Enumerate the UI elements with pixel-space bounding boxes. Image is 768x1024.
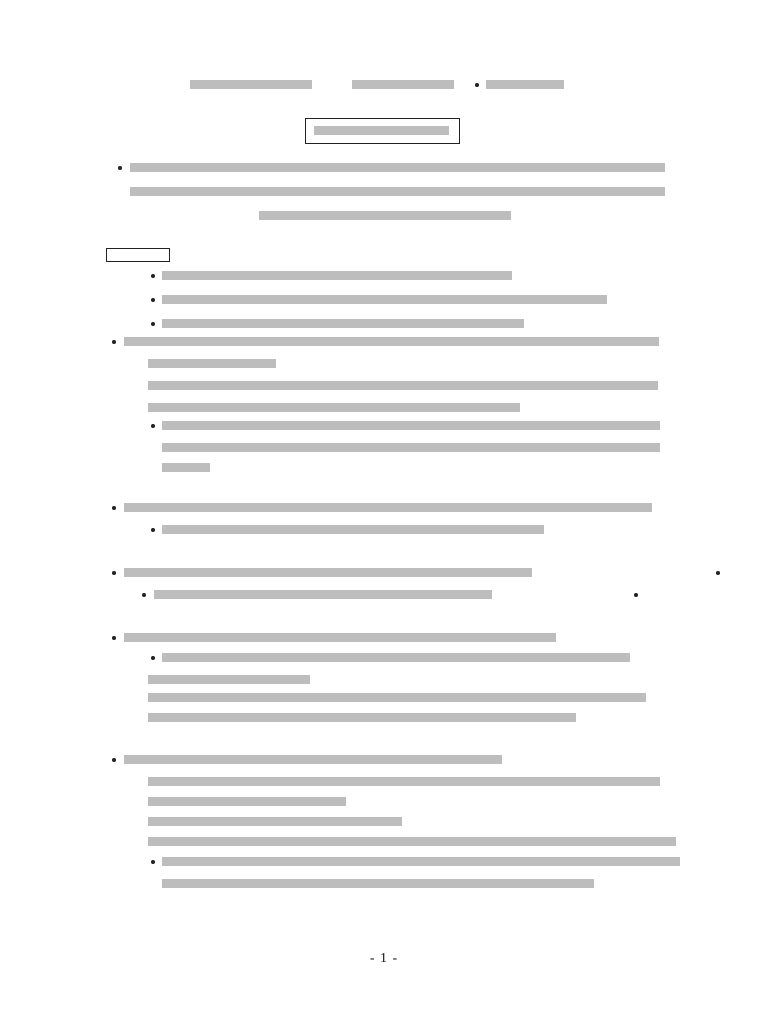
- bullet-dot: [142, 593, 146, 597]
- bullet-dot: [112, 571, 116, 575]
- text-line: [148, 359, 276, 368]
- text-line: [130, 187, 665, 196]
- bullet-dot: [151, 322, 155, 326]
- bullet-dot: [112, 340, 116, 344]
- text-line: [130, 163, 665, 172]
- header-separator-dot: [475, 83, 479, 87]
- text-line: [162, 319, 524, 328]
- boxed-subtitle: [305, 118, 460, 144]
- page-number: - 1 -: [369, 951, 399, 966]
- bullet-dot: [112, 636, 116, 640]
- text-line: [148, 837, 676, 846]
- text-line: [162, 421, 660, 430]
- text-line: [148, 713, 576, 722]
- boxed-subtitle-text: [314, 126, 449, 135]
- text-line: [162, 879, 594, 888]
- bullet-dot: [151, 424, 155, 428]
- text-line: [162, 653, 630, 662]
- text-line: [124, 568, 532, 577]
- text-line: [148, 817, 402, 826]
- bullet-dot: [151, 860, 155, 864]
- header-text-run: [486, 80, 564, 89]
- header-text-run: [352, 80, 454, 89]
- text-line: [162, 463, 210, 472]
- text-line: [162, 857, 680, 866]
- bullet-dot: [118, 166, 122, 170]
- text-line: [148, 403, 520, 412]
- bullet-dot: [112, 758, 116, 762]
- text-line: [124, 633, 556, 642]
- text-line: [154, 590, 492, 599]
- text-line: [148, 693, 646, 702]
- margin-marker: [106, 248, 170, 262]
- text-line: [124, 337, 659, 346]
- bullet-dot: [151, 298, 155, 302]
- text-line: [148, 797, 346, 806]
- text-line: [162, 295, 607, 304]
- bullet-dot: [151, 656, 155, 660]
- text-line: [162, 443, 660, 452]
- text-line: [124, 503, 652, 512]
- bullet-dot: [716, 571, 720, 575]
- bullet-dot: [112, 506, 116, 510]
- text-line: [148, 381, 658, 390]
- text-line: [259, 211, 511, 220]
- text-line: [162, 525, 544, 534]
- text-line: [148, 675, 310, 684]
- bullet-dot: [151, 528, 155, 532]
- text-line: [124, 755, 502, 764]
- header-text-run: [190, 80, 312, 89]
- text-line: [148, 777, 660, 786]
- bullet-dot: [151, 274, 155, 278]
- bullet-dot: [634, 593, 638, 597]
- text-line: [162, 271, 512, 280]
